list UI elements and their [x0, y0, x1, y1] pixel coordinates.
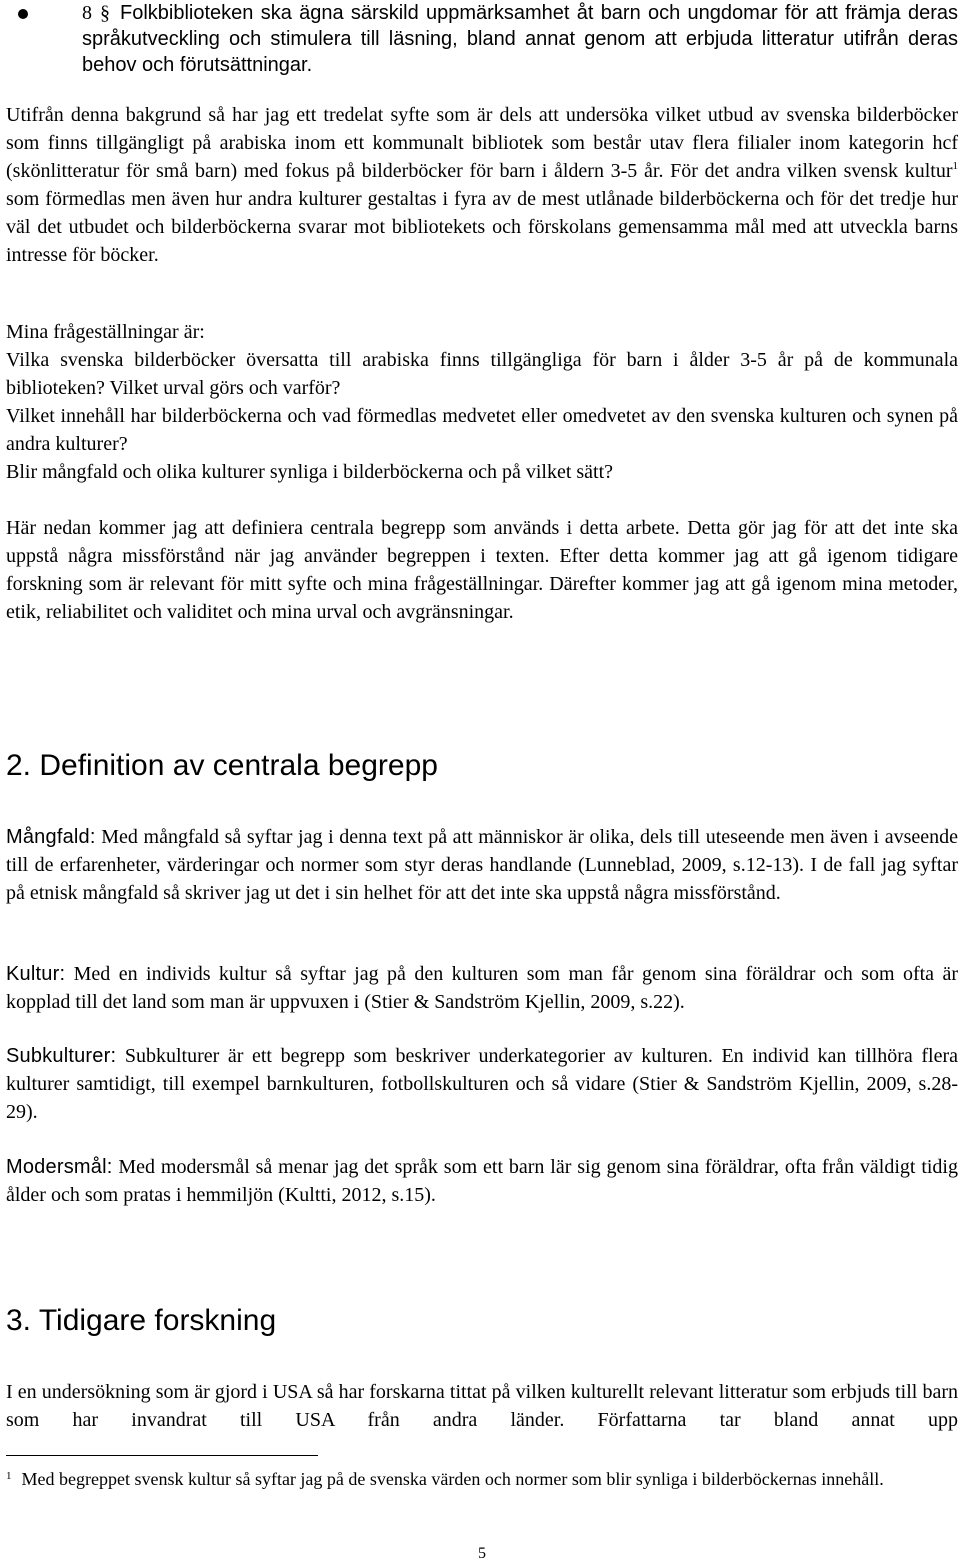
footnote-marker: 1 [6, 1470, 12, 1482]
section-sign: § [100, 2, 110, 24]
page-number: 5 [478, 1545, 486, 1562]
footnote [6, 1466, 958, 1492]
definition-term: Kultur: [6, 963, 66, 985]
definition-text: Med en individs kultur så syftar jag på den kulturen som man får genom sina föräldrar och som ofta är kopplad till det land som man är uppvuxen i (Stier & Sandström Kjellin, 2009, s.22). [6, 963, 958, 1013]
footnote-reference[interactable]: 1 [952, 160, 958, 172]
bullet-dot-icon [18, 9, 28, 19]
outline-paragraph [6, 514, 958, 626]
definition-mangfald [6, 823, 958, 907]
definition-term: Modersmål: [6, 1156, 113, 1178]
bullet-quote: Folkbiblioteken ska ägna särskild uppmärksamhet åt barn och ungdomar för att främja deras språkutveckling och stimulera till läsning, bland annat genom att erbjuda litteratur utifrån deras behov och förutsättningar. [82, 2, 958, 76]
research-questions [6, 318, 958, 486]
definition-subkulturer [6, 1042, 958, 1126]
definition-term: Subkulturer: [6, 1045, 117, 1067]
definition-term: Mångfald: [6, 826, 96, 848]
question-1: Vilka svenska bilderböcker översatta till arabiska finns tillgängliga för barn i ålder 3-5 år på de kommunala biblioteken? Vilket urval görs och varför? [6, 349, 958, 399]
outline-text: Här nedan kommer jag att definiera centrala begrepp som används i detta arbete. Detta gör jag för att det inte ska uppstå några missförstånd när jag använder begreppen i texten. Efter detta kommer jag att gå igenom tidigare forskning som är relevant för mitt syfte och mina frågeställningar. Därefter kommer jag att gå igenom mina metoder, etik, reliabilitet och validitet och mina urval och avgränsningar. [6, 517, 958, 623]
purpose-paragraph [6, 101, 958, 269]
question-3: Blir mångfald och olika kulturer synliga i bilderböckerna och på vilket sätt? [6, 461, 614, 483]
definition-modersmal [6, 1153, 958, 1209]
definition-text: Subkulturer är ett begrepp som beskriver underkategorier av kulturen. En individ kan tillhöra flera kulturer samtidigt, till exempel barnkulturen, fotbollskulturen och så vidare (Stier & Sandström Kjellin, 2009, s.28-29). [6, 1045, 958, 1123]
section-3-heading: 3. Tidigare forskning [6, 1304, 277, 1337]
questions-heading: Mina frågeställningar är: [6, 321, 205, 343]
footnote-text: Med begreppet svensk kultur så syftar jag på de svenska värden och normer som blir synliga i bilderböckernas innehåll. [21, 1469, 884, 1489]
footnote-separator [6, 1455, 318, 1456]
purpose-text-2: För det andra vilken svensk kultur [663, 160, 953, 182]
previous-research-paragraph [6, 1378, 958, 1434]
question-2: Vilket innehåll har bilderböckerna och vad förmedlas medvetet eller omedvetet av den svenska kulturen och synen på andra kulturer? [6, 405, 958, 455]
definition-kultur [6, 960, 958, 1016]
purpose-text-3: som förmedlas men även hur andra kulturer gestaltas i fyra av de mest utlånade bilderböckerna och för det tredje hur väl det utbudet och bilderböckerna svarar mot bibliotekets och förskolans gemensamma mål med att utveckla barns intresse för böcker. [6, 188, 958, 266]
purpose-text-1: Utifrån denna bakgrund så har jag ett tredelat syfte som är dels att undersöka vilket utbud av svenska bilderböcker som finns tillgängligt på arabiska inom ett kommunalt bibliotek som består utav flera filialer inom kategorin hcf (skönlitteratur för små barn) med fokus på bilderböcker för barn i åldern 3-5 år. [6, 104, 958, 182]
bullet-text [82, 0, 958, 78]
definition-text: Med modersmål så menar jag det språk som ett barn lär sig genom sina föräldrar, ofta från väldigt tidig ålder och som pratas i hemmiljön (Kultti, 2012, s.15). [6, 1156, 958, 1206]
previous-research-text: I en undersökning som är gjord i USA så har forskarna tittat på vilken kulturellt relevant litteratur som erbjuds till barn som har invandrat till USA från andra länder. Författarna tar bland annat upp [6, 1381, 958, 1431]
section-2-heading: 2. Definition av centrala begrepp [6, 749, 438, 782]
paragraph-number: 8 [82, 2, 92, 24]
definition-text: Med mångfald så syftar jag i denna text på att människor är olika, dels till uteseende men även i avseende till de erfarenheter, värderingar och normer som styr deras handlande (Lunneblad, 2009, s.12-13). I de fall jag syftar på etnisk mångfald så skriver jag ut det i sin helhet för att det inte ska uppstå några missförstånd. [6, 826, 958, 904]
